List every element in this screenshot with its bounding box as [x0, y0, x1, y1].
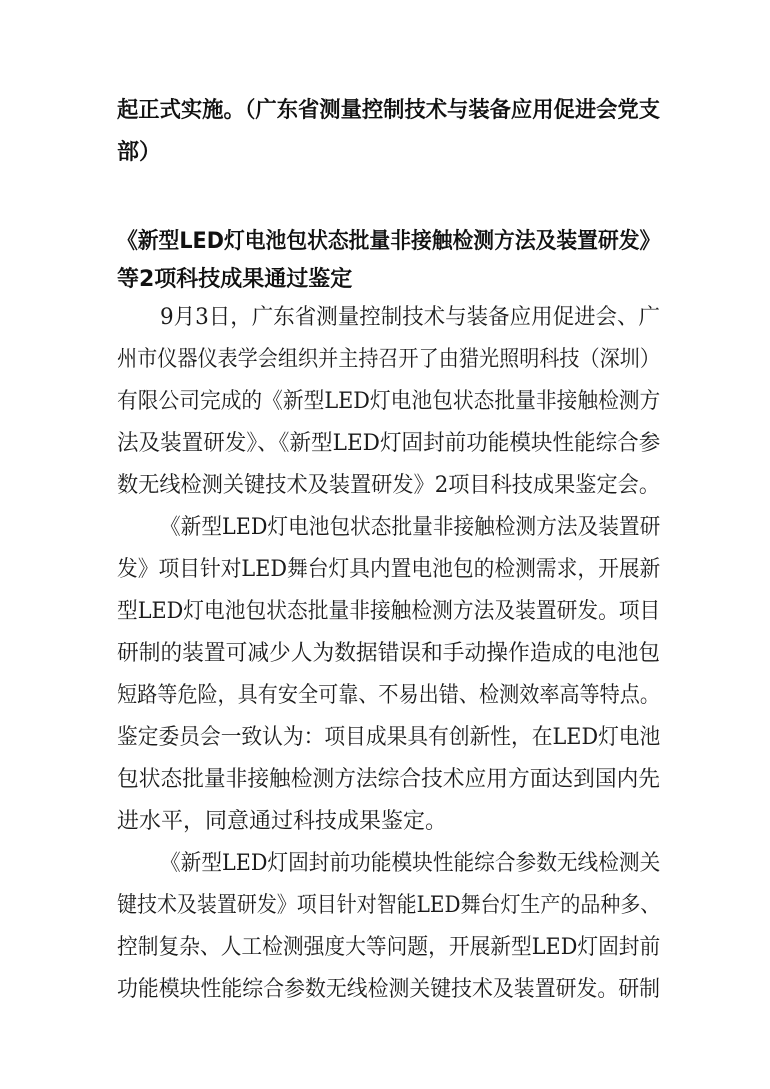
paragraph-2-line-7: 包状态批量非接触检测方法综合技术应用方面达到国内先	[117, 767, 661, 792]
paragraph-3-line-4: 功能模块性能综合参数无线检测关键技术及装置研发。研制	[117, 977, 661, 1002]
paragraph-2-line-5: 短路等危险，具有安全可靠、不易出错、检测效率高等特点。	[117, 683, 660, 708]
paragraph-3-line-3: 控制复杂、人工检测强度大等问题，开展新型LED灯固封前	[117, 935, 661, 960]
paragraph-2-line-2: 发》项目针对LED舞台灯具内置电池包的检测需求，开展新	[117, 557, 661, 582]
paragraph-1-line-2: 州市仪器仪表学会组织并主持召开了由猎光照明科技（深圳）	[117, 347, 660, 372]
paragraph-3-line-1: 《新型LED灯固封前功能模块性能综合参数无线检测关	[160, 851, 661, 876]
paragraph-3-line-2: 键技术及装置研发》项目针对智能LED舞台灯生产的品种多、	[117, 893, 661, 918]
intro-line-2: 部）	[117, 140, 162, 165]
paragraph-2-line-6: 鉴定委员会一致认为：项目成果具有创新性，在LED灯电池	[117, 725, 661, 750]
paragraph-1-line-4: 法及装置研发》、《新型LED灯固封前功能模块性能综合参	[117, 431, 661, 456]
paragraph-1-line-1: 9月3日，广东省测量控制技术与装备应用促进会、广	[160, 305, 661, 330]
paragraph-2-line-8: 进水平，同意通过科技成果鉴定。	[117, 809, 448, 834]
paragraph-2-line-3: 型LED灯电池包状态批量非接触检测方法及装置研发。项目	[117, 599, 661, 624]
paragraph-2-line-4: 研制的装置可减少人为数据错误和手动操作造成的电池包	[117, 641, 661, 666]
article-title-line-2: 等2项科技成果通过鉴定	[117, 267, 353, 292]
article-title-line-1: 《新型LED灯电池包状态批量非接触检测方法及装置研发》	[117, 229, 661, 254]
intro-line-1: 起正式实施。（广东省测量控制技术与装备应用促进会党支	[117, 98, 661, 123]
paragraph-1-line-3: 有限公司完成的《新型LED灯电池包状态批量非接触检测方	[117, 389, 661, 414]
paragraph-2-line-1: 《新型LED灯电池包状态批量非接触检测方法及装置研	[160, 515, 661, 540]
paragraph-1-line-5: 数无线检测关键技术及装置研发》2项目科技成果鉴定会。	[117, 473, 661, 498]
